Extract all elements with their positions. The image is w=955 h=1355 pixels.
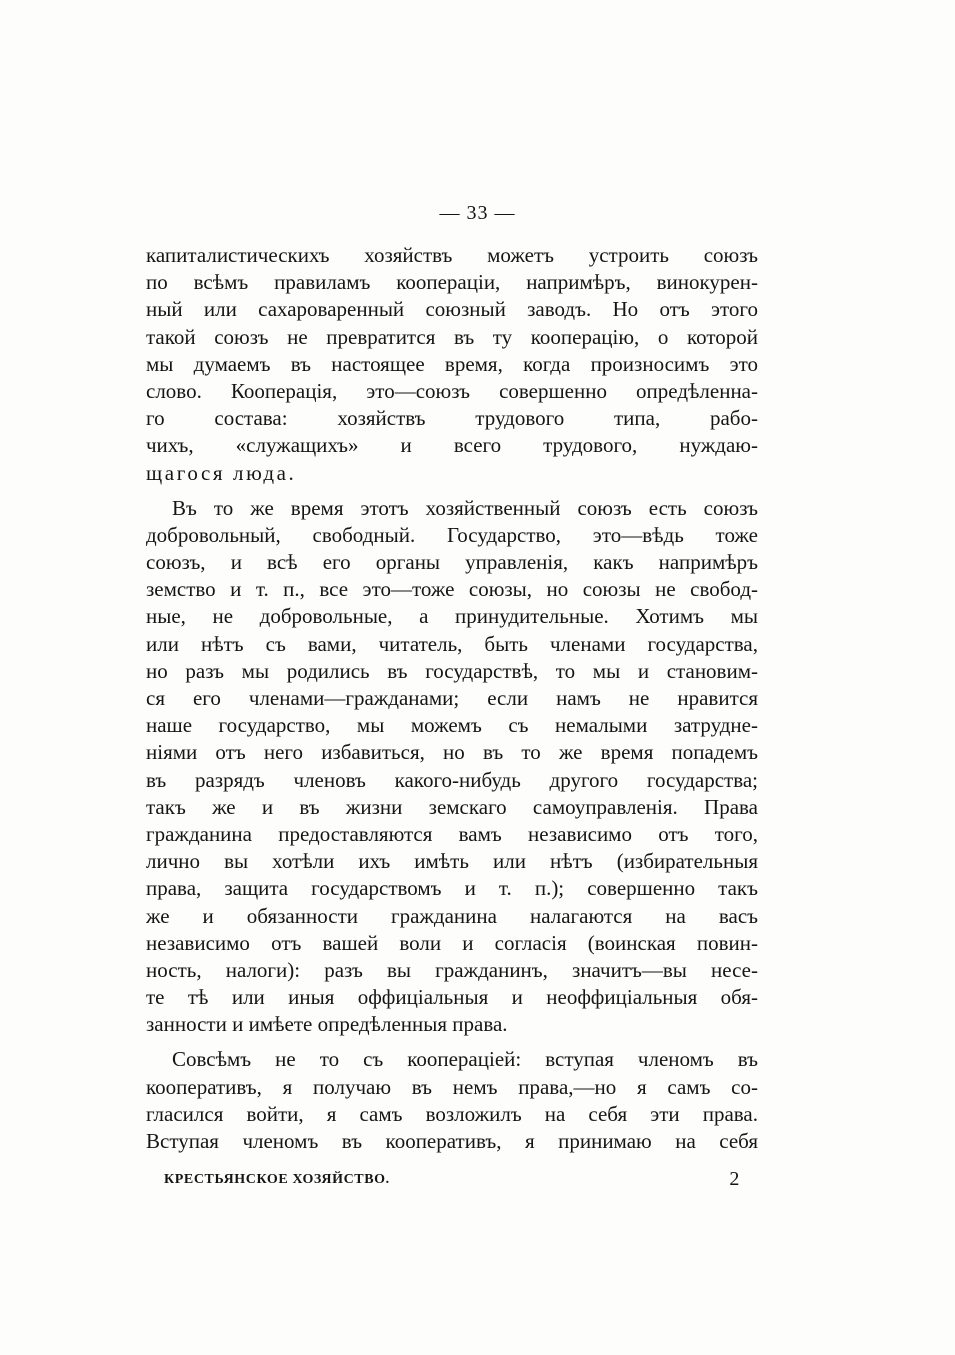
text-line: независимо отъ вашей воли и согласія (воинская повин- [146, 930, 758, 955]
signature-number: 2 [729, 1168, 740, 1190]
text-line: такой союзъ не превратится въ ту кооперацію, о которой [146, 324, 758, 349]
text-line: права, защита государствомъ и т. п.); совершенно такъ [146, 876, 758, 901]
text-line: гласился войти, я самъ возложилъ на себя эти права. [146, 1101, 758, 1126]
text-line: по всѣмъ правиламъ коопераціи, напримѣръ, винокурен- [146, 270, 758, 295]
page-number: — 33 — [439, 202, 516, 224]
paragraph-2 [146, 495, 758, 1039]
text-line: щагося люда. [146, 460, 297, 485]
text-line: добровольный, свободный. Государство, это—вѣдь тоже [146, 522, 758, 547]
text-line: капиталистическихъ хозяйствъ можетъ устроить союзъ [146, 243, 758, 267]
text-line: или нѣтъ съ вами, читатель, быть членами государства, [146, 631, 758, 656]
signature-title: КРЕСТЬЯНСКОЕ ХОЗЯЙСТВО. [164, 1172, 390, 1187]
text-line: слово. Кооперація, это—союзъ совершенно опредѣленна- [146, 378, 758, 403]
text-line: союзъ, и всѣ его органы управленія, какъ напримѣръ [146, 550, 758, 575]
text-line: наше государство, мы можемъ съ немалыми затрудне- [146, 713, 758, 738]
text-line: Совсѣмъ не то съ коопераціей: вступая членомъ въ [172, 1047, 758, 1072]
text-line: мы думаемъ въ настоящее время, когда произносимъ это [146, 351, 758, 376]
text-line: ніями отъ него избавиться, но въ то же время попадемъ [146, 740, 758, 765]
text-line: ность, налоги): разъ вы гражданинъ, значитъ—вы несе- [146, 957, 758, 982]
text-line: такъ же и въ жизни земскаго самоуправленія. Права [146, 794, 758, 819]
body-text [146, 242, 758, 1155]
text-line: Въ то же время этотъ хозяйственный союзъ есть союзъ [172, 495, 758, 520]
text-line: кооперативъ, я получаю въ немъ права,—но я самъ со- [146, 1074, 758, 1099]
paragraph-1 [146, 242, 758, 487]
text-line: ные, не добровольные, а принудительные. Хотимъ мы [146, 604, 758, 629]
page-footer [146, 1170, 758, 1194]
text-line: но разъ мы родились въ государствѣ, то мы и становим- [146, 658, 758, 683]
text-line: ный или сахароваренный союзный заводъ. Но отъ этого [146, 297, 758, 322]
text-line: Вступая членомъ въ кооперативъ, я принимаю на себя [146, 1129, 758, 1153]
text-line: чихъ, «служащихъ» и всего трудового, нуждаю- [146, 433, 758, 458]
text-line: лично вы хотѣли ихъ имѣть или нѣтъ (избирательныя [146, 849, 758, 874]
text-line: земство и т. п., все это—тоже союзы, но союзы не свобод- [146, 577, 758, 602]
text-line: же и обязанности гражданина налагаются на васъ [146, 903, 758, 928]
text-line: гражданина предоставляются вамъ независимо отъ того, [146, 821, 758, 846]
text-line: ся его членами—гражданами; если намъ не нравится [146, 686, 758, 710]
text-line: въ разрядъ членовъ какого-нибудь другого государства; [146, 767, 758, 792]
text-line: те тѣ или иныя оффиціальныя и неоффиціальныя обя- [146, 985, 758, 1010]
text-line: го состава: хозяйствъ трудового типа, рабо- [146, 406, 758, 431]
text-line: занности и имѣете опредѣленныя права. [146, 1012, 508, 1037]
paragraph-3 [146, 1046, 758, 1155]
